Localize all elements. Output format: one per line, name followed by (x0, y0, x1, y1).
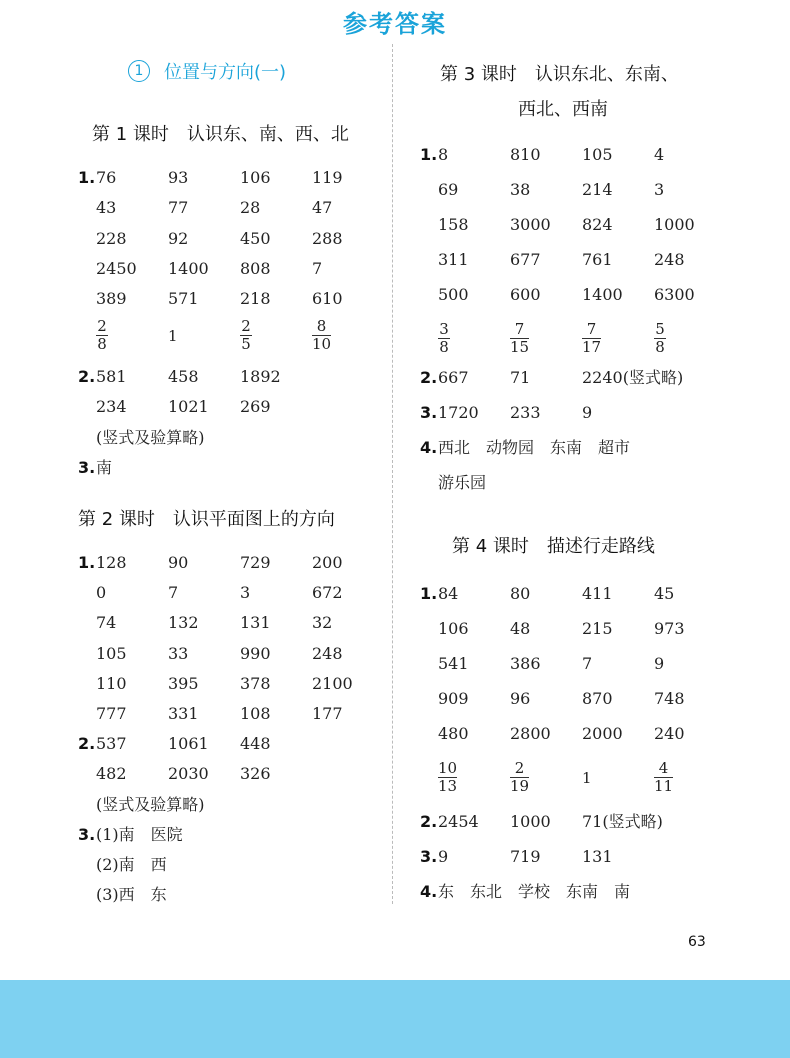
answer-cell: 2450 (96, 258, 137, 278)
question-number: 2. (78, 734, 96, 754)
question-number: 4. (420, 438, 438, 457)
answer-cell: 69 (438, 180, 459, 199)
fraction (96, 318, 108, 353)
answer-cell: 677 (510, 250, 541, 269)
answer-cell: 105 (96, 643, 127, 663)
answer-cell: 71 (510, 368, 531, 387)
answer-cell: 28 (240, 198, 261, 218)
answer-cell: 378 (240, 673, 271, 693)
answer-cell: 110 (96, 673, 127, 693)
answer-cell: 326 (240, 764, 271, 784)
answer-cell: 106 (438, 619, 469, 638)
lesson-3-title-line2: 西北、西南 (518, 99, 608, 120)
fraction (510, 321, 529, 356)
answer-cell: 450 (240, 228, 271, 248)
answer-cell: 7 (312, 258, 323, 278)
answer-cell: 458 (168, 367, 199, 386)
answer-cell: 719 (510, 847, 541, 866)
answer-cell: 128 (96, 553, 127, 572)
fraction-numerator: 2 (514, 759, 525, 777)
answer-cell: 西北 动物园 东南 超市 (438, 438, 631, 457)
answer-cell: 7 (582, 654, 593, 673)
fraction-numerator: 2 (241, 317, 251, 335)
column-divider (392, 44, 393, 904)
fraction (168, 318, 178, 354)
answer-cell: 729 (240, 553, 271, 572)
fraction-whole: 1 (168, 327, 178, 345)
answer-cell: 389 (96, 289, 127, 309)
answer-cell: 248 (312, 643, 343, 663)
question-number: 2. (420, 368, 438, 387)
answer-cell: 667 (438, 368, 469, 387)
answer-cell: (竖式及验算略) (96, 427, 205, 447)
answer-cell: 482 (96, 764, 127, 784)
answer-cell: 1000 (654, 215, 695, 234)
answer-cell: 2030 (168, 764, 209, 784)
answer-cell: 6300 (654, 285, 695, 304)
footer-band (0, 980, 790, 1058)
fraction-denominator: 11 (654, 777, 674, 795)
answer-cell: 131 (582, 847, 613, 866)
answer-cell: 4 (654, 145, 665, 164)
answer-cell: 234 (96, 397, 127, 417)
unit-number-badge: 1 (128, 60, 150, 82)
answer-cell: (1)南 医院 (96, 824, 183, 844)
lesson-4-title: 第 4 课时 描述行走路线 (452, 536, 655, 557)
answer-cell: 106 (240, 168, 271, 187)
answer-cell: 108 (240, 704, 271, 723)
answer-cell: 8 (438, 145, 449, 164)
question-number: 1. (420, 584, 438, 603)
answer-cell: 824 (582, 215, 613, 234)
fraction-denominator: 10 (312, 335, 332, 353)
answer-cell: 386 (510, 654, 541, 673)
fraction (654, 760, 673, 795)
answer-cell: 2100 (312, 673, 353, 693)
answer-cell: 808 (240, 258, 271, 278)
answer-cell: 537 (96, 734, 127, 754)
answer-cell: 9 (654, 654, 665, 673)
answer-cell: 游乐园 (438, 473, 487, 492)
question-number: 1. (78, 553, 96, 572)
answer-cell: 973 (654, 619, 685, 638)
answer-cell: 96 (510, 689, 531, 708)
answer-cell: 233 (510, 403, 541, 422)
question-number: 3. (420, 403, 438, 422)
answer-cell: 33 (168, 643, 189, 663)
fraction-denominator: 8 (97, 335, 107, 353)
answer-cell: 158 (438, 215, 469, 234)
question-number: 2. (78, 367, 96, 386)
answer-cell: 47 (312, 198, 333, 218)
answer-cell: 218 (240, 289, 271, 309)
answer-cell: 1400 (582, 285, 623, 304)
answer-cell: 南 (96, 457, 113, 477)
fraction (312, 318, 331, 353)
answer-cell: 748 (654, 689, 685, 708)
fraction-numerator: 3 (439, 320, 449, 338)
answer-cell: 1400 (168, 258, 209, 278)
fraction-denominator: 19 (510, 777, 530, 795)
fraction (582, 760, 592, 796)
fraction-denominator: 15 (510, 338, 530, 356)
question-number: 1. (420, 145, 438, 164)
fraction-denominator: 8 (439, 338, 449, 356)
fraction-numerator: 2 (97, 317, 107, 335)
answer-cell: 1000 (510, 812, 551, 831)
answer-cell: 240 (654, 724, 685, 743)
fraction-numerator: 7 (514, 320, 525, 338)
answer-cell: 93 (168, 168, 189, 187)
answer-cell: 0 (96, 583, 107, 603)
answer-cell: 610 (312, 289, 343, 309)
answer-cell: 331 (168, 704, 199, 723)
answer-cell: 东 东北 学校 东南 南 (438, 882, 631, 901)
answer-cell: 288 (312, 228, 343, 248)
answer-cell: 1720 (438, 403, 479, 422)
answer-cell: 43 (96, 198, 117, 218)
answer-cell: 761 (582, 250, 613, 269)
answer-cell: 119 (312, 168, 343, 187)
answer-cell: 2800 (510, 724, 551, 743)
answer-cell: 541 (438, 654, 469, 673)
answer-cell: 74 (96, 613, 117, 633)
question-number: 2. (420, 812, 438, 831)
fraction-numerator: 8 (316, 317, 327, 335)
answer-cell: 269 (240, 397, 271, 417)
answer-cell: 9 (582, 403, 593, 422)
fraction (510, 760, 529, 795)
fraction (654, 321, 666, 356)
answer-cell: 215 (582, 619, 613, 638)
fraction-numerator: 10 (438, 759, 458, 777)
question-number: 3. (78, 457, 96, 477)
answer-cell: 48 (510, 619, 531, 638)
unit-title (128, 58, 286, 84)
answer-cell: (2)南 西 (96, 855, 167, 874)
answer-cell: 131 (240, 613, 271, 633)
answer-cell: 600 (510, 285, 541, 304)
answer-cell: 672 (312, 583, 343, 603)
question-number: 4. (420, 882, 438, 901)
answer-cell: 571 (168, 289, 199, 309)
answer-cell: 9 (438, 847, 449, 866)
answer-cell: 105 (582, 145, 613, 164)
fraction-denominator: 13 (438, 777, 458, 795)
answer-cell: 3 (654, 180, 665, 199)
answer-cell: 411 (582, 584, 613, 603)
answer-cell: (3)西 东 (96, 885, 167, 905)
answer-cell: 90 (168, 553, 189, 572)
answer-cell: 2240(竖式略) (582, 368, 684, 387)
fraction (582, 321, 601, 356)
answer-cell: 2000 (582, 724, 623, 743)
answer-cell: 480 (438, 724, 469, 743)
lesson-1-title: 第 1 课时 认识东、南、西、北 (92, 124, 349, 145)
lesson-3-title-line1: 第 3 课时 认识东北、东南、 (440, 64, 679, 85)
answer-cell: 581 (96, 367, 127, 386)
answer-cell: 870 (582, 689, 613, 708)
page-title: 参考答案 (343, 10, 447, 38)
answer-cell: 395 (168, 673, 199, 693)
answer-cell: 909 (438, 689, 469, 708)
answer-cell: 132 (168, 613, 199, 633)
answer-cell: 80 (510, 584, 531, 603)
answer-cell: 228 (96, 228, 127, 248)
lesson-2-title: 第 2 课时 认识平面图上的方向 (78, 509, 335, 530)
question-number: 3. (78, 824, 96, 844)
answer-cell: 32 (312, 613, 333, 633)
fraction-numerator: 4 (658, 759, 669, 777)
fraction-denominator: 8 (655, 338, 665, 356)
unit-title-text: 位置与方向(一) (164, 62, 287, 83)
answer-cell: 200 (312, 553, 343, 572)
fraction-numerator: 7 (586, 320, 597, 338)
answer-cell: 38 (510, 180, 531, 199)
page-number: 63 (688, 934, 706, 950)
answer-cell: 500 (438, 285, 469, 304)
answer-cell: 7 (168, 583, 179, 603)
fraction-denominator: 5 (241, 335, 251, 353)
answer-cell: 448 (240, 734, 271, 754)
fraction (438, 760, 457, 795)
answer-cell: 45 (654, 584, 675, 603)
answer-cell: 990 (240, 643, 271, 663)
answer-cell: 177 (312, 704, 343, 723)
fraction-whole: 1 (582, 769, 592, 787)
answer-cell: 1021 (168, 397, 209, 417)
answer-cell: 1892 (240, 367, 281, 386)
answer-cell: 76 (96, 168, 117, 187)
fraction-denominator: 17 (582, 338, 602, 356)
answer-cell: 1061 (168, 734, 209, 754)
answer-cell: 248 (654, 250, 685, 269)
answer-cell: 3000 (510, 215, 551, 234)
fraction (240, 318, 252, 353)
answer-cell: 84 (438, 584, 459, 603)
fraction (438, 321, 450, 356)
answer-cell: 92 (168, 228, 189, 248)
answer-cell: 311 (438, 250, 469, 269)
answer-cell: 810 (510, 145, 541, 164)
question-number: 3. (420, 847, 438, 866)
answer-cell: (竖式及验算略) (96, 794, 205, 814)
answer-cell: 2454 (438, 812, 479, 831)
answer-cell: 3 (240, 583, 251, 603)
answer-cell: 77 (168, 198, 189, 218)
question-number: 1. (78, 168, 96, 187)
answer-cell: 71(竖式略) (582, 812, 663, 831)
fraction-numerator: 5 (655, 320, 665, 338)
answer-cell: 214 (582, 180, 613, 199)
answer-cell: 777 (96, 704, 127, 723)
